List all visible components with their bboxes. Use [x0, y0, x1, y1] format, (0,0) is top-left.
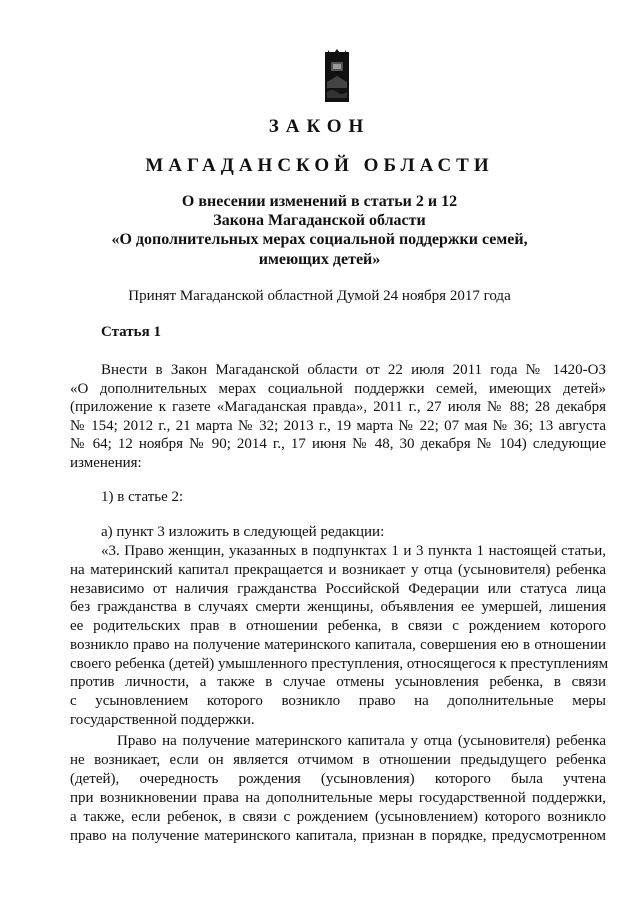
subtitle-line-4: имеющих детей» [258, 251, 381, 268]
article-heading: Статья 1 [101, 324, 161, 340]
region-title: МАГАДАНСКОЙ ОБЛАСТИ [145, 155, 494, 176]
body-line: независимо от наличия гражданства Российской Федерации или статуса лица [70, 581, 606, 597]
body-line: против личности, а также в случае отмены усыновления ребенка, в связи [70, 674, 606, 690]
body-line: «3. Право женщин, указанных в подпунктах 1 и 3 пункта 1 настоящей статьи, [101, 543, 606, 559]
body-line: а также, если ребенок, в связи с рождением (усыновлением) которого возникло [70, 809, 606, 825]
body-line: не возникает, если он является отчимом в отношении предыдущего ребенка [70, 752, 606, 768]
body-line: (приложение к газете «Магаданская правда», 2011 г., 27 июля № 88; 28 декабря [70, 399, 606, 415]
body-line: «О дополнительных мерах социальной поддержки семей, имеющих детей» [70, 381, 606, 397]
body-line: а) пункт 3 изложить в следующей редакции: [101, 524, 385, 540]
body-line: изменения: [70, 455, 142, 471]
law-title: ЗАКОН [268, 116, 371, 137]
body-line: своего ребенка (детей) умышленного преступления, относящегося к преступлениям [70, 656, 609, 672]
subtitle-line-1: О внесении изменений в статьи 2 и 12 [181, 193, 458, 210]
body-line: 1) в статье 2: [101, 489, 184, 505]
subtitle-line-2: Закона Магаданской области [213, 212, 426, 229]
body-line: возникло право на получение материнского капитала, совершения ею в отношении [70, 637, 606, 653]
body-line: № 64; 12 ноября № 90; 2014 г., 17 июня № 48, 30 декабря № 104) следующие [70, 436, 606, 452]
body-line: право на получение материнского капитала, признан в порядке, предусмотренном [70, 828, 606, 844]
body-line: № 154; 2012 г., 21 марта № 32; 2013 г., 19 марта № 22; 07 мая № 36; 13 августа [70, 418, 606, 434]
body-line: (детей), очередность рождения (усыновления) которого была учтена [70, 771, 606, 787]
body-line: Право на получение материнского капитала у отца (усыновителя) ребенка [117, 733, 606, 749]
body-line: Внести в Закон Магаданской области от 22 июля 2011 года № 1420-ОЗ [101, 362, 606, 378]
body-line: с усыновлением которого возникло право на дополнительные меры [70, 693, 606, 709]
subtitle-line-3: «О дополнительных мерах социальной поддержки семей, [111, 231, 528, 248]
body-line: ее родительских прав в отношении ребенка, в связи с рождением которого [70, 618, 606, 634]
body-line: государственной поддержки. [70, 712, 255, 728]
body-line: при возникновении права на дополнительные меры государственной поддержки, [70, 790, 606, 806]
body-line: на материнский капитал прекращается и возникает у отца (усыновителя) ребенка [70, 562, 606, 578]
coat-of-arms-icon [324, 48, 350, 104]
body-line: без гражданства в случаях смерти женщины, объявления ее умершей, лишения [70, 599, 606, 615]
adoption-date: Принят Магаданской областной Думой 24 ноября 2017 года [128, 288, 511, 304]
